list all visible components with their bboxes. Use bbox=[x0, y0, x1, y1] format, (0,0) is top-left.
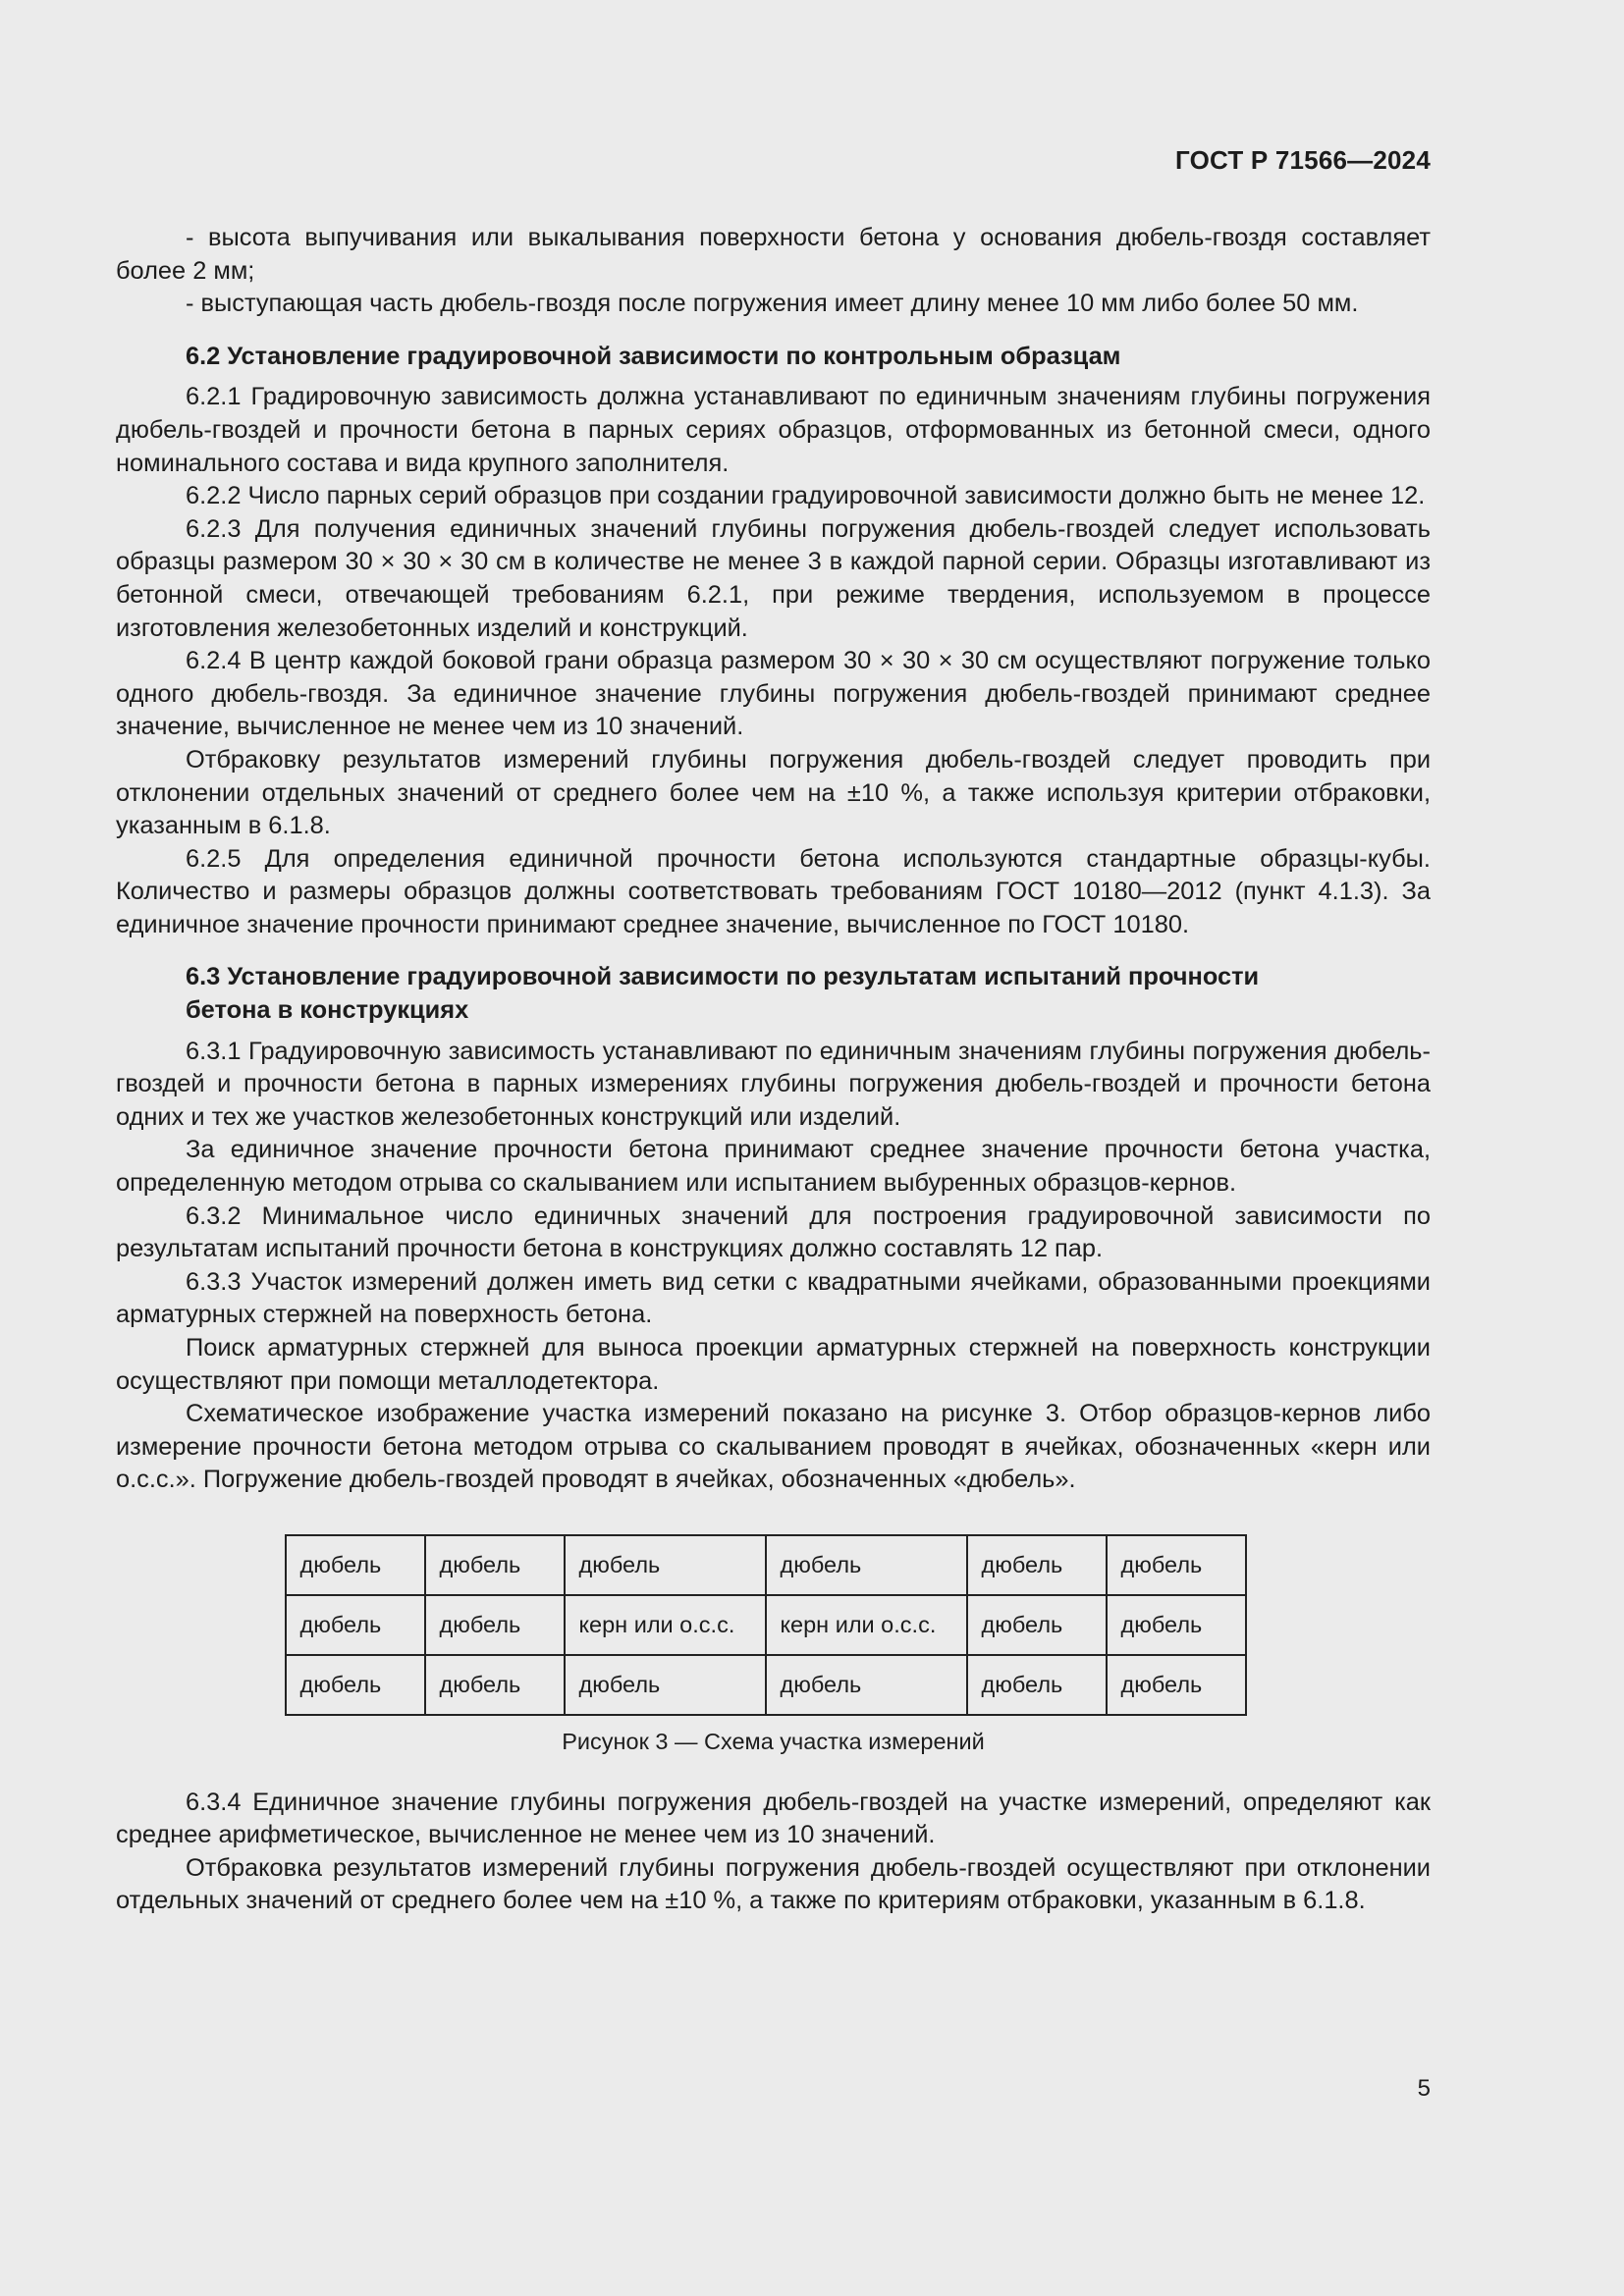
paragraph-6-3-1: 6.3.1 Градуировочную зависимость устанавливают по единичным значениям глубины погружения дюбель-гвоздей и прочности бетона в парных измерениях глубины погружения дюбель-гвоздей и прочности бетона одних и тех же участков железобетонных конструкций или изделий. bbox=[116, 1037, 1431, 1131]
section-heading-line: 6.3 Установление градуировочной зависимости по результатам испытаний прочности bbox=[186, 963, 1260, 991]
table-row bbox=[286, 1535, 1246, 1595]
section-heading-6-2: 6.2 Установление градуировочной зависимости по контрольным образцам bbox=[186, 342, 1121, 370]
table-cell: дюбель bbox=[1107, 1595, 1246, 1655]
paragraph-6-2-1: 6.2.1 Градировочную зависимость должна устанавливают по единичным значениям глубины погружения дюбель-гвоздей и прочности бетона в парных сериях образцов, отформованных из бетонной смеси, одного номинального состава и вида крупного заполнителя. bbox=[116, 383, 1431, 477]
paragraph-6-2-3: 6.2.3 Для получения единичных значений глубины погружения дюбель-гвоздей следует использовать образцы размером 30 × 30 × 30 см в количестве не менее 3 в каждой парной серии. Образцы изготавливают из бетонной смеси, отвечающей требованиям 6.2.1, при режиме твердения, используемом в процессе изготовления железобетонных изделий и конструкций. bbox=[116, 514, 1431, 642]
paragraph-6-3-3: 6.3.3 Участок измерений должен иметь вид сетки с квадратными ячейками, образованными проекциями арматурных стержней на поверхность бетона. bbox=[116, 1267, 1431, 1329]
paragraph: Отбраковку результатов измерений глубины погружения дюбель-гвоздей следует проводить при отклонении отдельных значений от среднего более чем на ±10 %, а также используя критерии отбраковки, указанным в 6.1.8. bbox=[116, 745, 1431, 840]
table-cell: дюбель bbox=[425, 1535, 565, 1595]
table-cell: дюбель bbox=[565, 1535, 766, 1595]
table-cell: дюбель bbox=[286, 1595, 425, 1655]
section-heading-line: бетона в конструкциях bbox=[186, 996, 469, 1025]
paragraph: - выступающая часть дюбель-гвоздя после погружения имеет длину менее 10 мм либо более 50 мм. bbox=[186, 290, 1359, 318]
table-cell: дюбель bbox=[425, 1655, 565, 1715]
paragraph: - высота выпучивания или выкалывания поверхности бетона у основания дюбель-гвоздя составляет более 2 мм; bbox=[116, 224, 1431, 285]
table-cell: дюбель bbox=[766, 1655, 967, 1715]
paragraph: Отбраковка результатов измерений глубины погружения дюбель-гвоздей осуществляют при отклонении отдельных значений от среднего более чем на ±10 %, а также по критериям отбраковки, указанным в 6.1.8. bbox=[116, 1853, 1431, 1915]
paragraph-6-2-2: 6.2.2 Число парных серий образцов при создании градуировочной зависимости должно быть не менее 12. bbox=[186, 482, 1426, 510]
table-cell: дюбель bbox=[967, 1595, 1107, 1655]
table-cell: керн или о.с.с. bbox=[565, 1595, 766, 1655]
page-number: 5 bbox=[1417, 2075, 1431, 2102]
document-number-header: ГОСТ Р 71566—2024 bbox=[1175, 145, 1431, 175]
paragraph-6-3-2: 6.3.2 Минимальное число единичных значений для построения градуировочной зависимости по результатам испытаний прочности бетона в конструкциях должно составлять 12 пар. bbox=[116, 1201, 1431, 1263]
measurement-area-scheme-table bbox=[285, 1534, 1247, 1716]
table-cell: дюбель bbox=[766, 1535, 967, 1595]
paragraph: Поиск арматурных стержней для выноса проекции арматурных стержней на поверхность конструкции осуществляют при помощи металлодетектора. bbox=[116, 1334, 1431, 1395]
table-cell: дюбель bbox=[967, 1655, 1107, 1715]
paragraph: За единичное значение прочности бетона принимают среднее значение прочности бетона участка, определенную методом отрыва со скалыванием или испытанием выбуренных образцов-кернов. bbox=[116, 1136, 1431, 1198]
table-cell: дюбель bbox=[1107, 1655, 1246, 1715]
table-cell: дюбель bbox=[1107, 1535, 1246, 1595]
paragraph-6-2-4: 6.2.4 В центр каждой боковой грани образца размером 30 × 30 × 30 см осуществляют погружение только одного дюбель-гвоздя. За единичное значение глубины погружения дюбель-гвоздей принимают среднее значение, вычисленное не менее чем из 10 значений. bbox=[116, 647, 1431, 741]
table-cell: дюбель bbox=[425, 1595, 565, 1655]
paragraph-6-2-5: 6.2.5 Для определения единичной прочности бетона используются стандартные образцы-кубы. Количество и размеры образцов должны соответствовать требованиям ГОСТ 10180—2012 (пункт 4.1.3). За единичное значение прочности принимают среднее значение, вычисленное по ГОСТ 10180. bbox=[116, 844, 1431, 938]
table-cell: дюбель bbox=[286, 1655, 425, 1715]
table-cell: дюбель bbox=[565, 1655, 766, 1715]
paragraph-6-3-4: 6.3.4 Единичное значение глубины погружения дюбель-гвоздей на участке измерений, определяют как среднее арифметическое, вычисленное не менее чем из 10 значений. bbox=[116, 1788, 1431, 1849]
table-cell: керн или о.с.с. bbox=[766, 1595, 967, 1655]
paragraph: Схематическое изображение участка измерений показано на рисунке 3. Отбор образцов-кернов либо измерение прочности бетона методом отрыва со скалыванием проводят в ячейках, обозначенных «керн или о.с.с.». Погружение дюбель-гвоздей проводят в ячейках, обозначенных «дюбель». bbox=[116, 1400, 1431, 1494]
section-heading-6-3 bbox=[116, 961, 1431, 1027]
figure-caption: Рисунок 3 — Схема участка измерений bbox=[562, 1728, 985, 1754]
page-content bbox=[116, 222, 1431, 1918]
table-cell: дюбель bbox=[286, 1535, 425, 1595]
table-row bbox=[286, 1655, 1246, 1715]
table-row bbox=[286, 1595, 1246, 1655]
table-cell: дюбель bbox=[967, 1535, 1107, 1595]
